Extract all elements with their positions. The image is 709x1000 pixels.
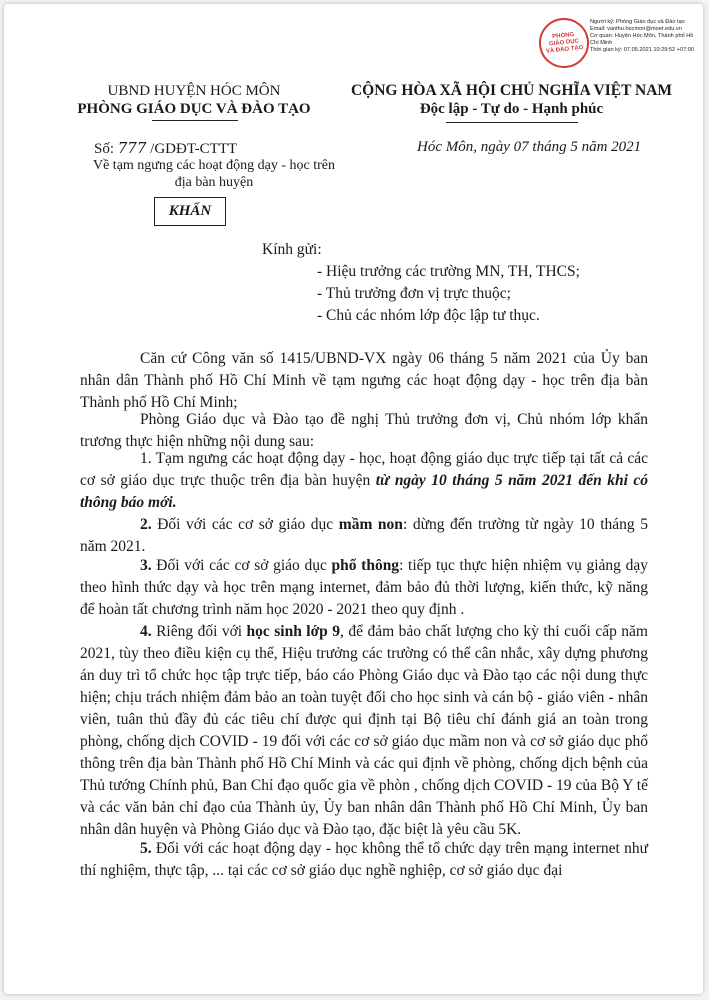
subject-line: địa bàn huyện [174, 175, 254, 190]
body-item-3 [80, 555, 648, 621]
signer-line: Người ký: Phòng Giáo dục và Đào tạo [590, 19, 685, 25]
seal-text: PHÒNG [551, 31, 575, 40]
body-item-2 [80, 514, 648, 558]
item-1-emphasis: từ ngày 10 tháng 5 năm 2021 đến khi có thông báo mới. [80, 472, 648, 511]
sign-time: Thời gian ký: 07.05.2021 10:29:52 +07:00 [590, 47, 694, 53]
national-motto: Độc lập - Tự do - Hạnh phúc [419, 101, 604, 117]
header-underline [152, 120, 238, 121]
item-4-text: , để đảm bảo chất lượng cho kỳ thi cuối cấp năm 2021, tùy theo điều kiện cụ thể, Hiệu trưởng các trường có thể cân nhắc, xây dựng phương án duy trì tổ chức học tập trực tiếp, báo cáo Phòng Giáo dục và Đào tạo các nội dung thực hiện; chịu trách nhiệm đảm bảo an toàn tuyệt đối cho học sinh và cán bộ - giáo viên - nhân viên, tuân thủ đầy đủ các tiêu chí được qui định tại Bộ tiêu chí đánh giá an toàn trong phòng, chống dịch COVID - 19 đối với các cơ sở giáo dục mầm non và cơ sở giáo dục phổ thông trên địa bàn Thành phố Hồ Chí Minh và các qui định về phòng, chống dịch bệnh của Thủ tướng Chính phủ, Ban Chỉ đạo quốc gia về phòn , chống dịch COVID - 19 của Bộ Y tế và các văn bản chỉ đạo của Thành ủy, Ủy ban nhân dân Thành phố Hồ Chí Minh, Ủy ban nhân dân huyện và Phòng Giáo dục và Đào tạo, đặc biệt là yêu cầu 5K. [80, 623, 648, 838]
recipient-item: - Thủ trưởng đơn vị trực thuộc; [317, 285, 511, 302]
document-page [4, 4, 703, 994]
item-number: 2. [140, 516, 152, 533]
issuer-name: PHÒNG GIÁO DỤC VÀ ĐÀO TẠO [77, 101, 311, 117]
recipient-item: - Chủ các nhóm lớp độc lập tư thục. [317, 307, 540, 324]
body-item-1 [80, 448, 648, 514]
issuer-header [74, 82, 314, 118]
greeting: Kính gửi: [262, 241, 322, 258]
item-2-bold: mầm non [338, 516, 403, 533]
country-name: CỘNG HÒA XÃ HỘI CHỦ NGHĨA VIỆT NAM [350, 82, 673, 99]
item-number: 3. [140, 557, 152, 574]
subject-line: Về tạm ngưng các hoạt động dạy - học trên [92, 158, 335, 173]
document-subject [74, 157, 354, 191]
date-rest: tháng 5 năm 2021 [532, 139, 642, 155]
signer-org: Cơ quan: Huyện Hóc Môn, Thành phố Hồ Chí Minh [590, 33, 694, 46]
issuer-parent: UBND HUYỆN HÓC MÔN [107, 83, 281, 99]
motto-underline [446, 122, 578, 123]
seal-text: GIÁO DỤC [548, 37, 580, 48]
official-seal [537, 16, 592, 71]
national-header [334, 82, 689, 119]
recipient-item: - Hiệu trưởng các trường MN, TH, THCS; [317, 263, 580, 280]
document-date [417, 139, 641, 156]
item-4-bold: học sinh lớp 9 [246, 623, 341, 640]
doc-number-value: 777 [117, 139, 147, 157]
item-2-text: : dừng đến trường từ ngày 10 tháng 5 năm 2021. [80, 516, 648, 555]
seal-text: VÀ ĐÀO TẠO [545, 44, 584, 55]
item-number: 4. [140, 623, 152, 640]
item-3-text: : tiếp tục thực hiện nhiệm vụ giảng dạy theo hình thức dạy và học trên mạng internet, đảm bảo đủ thời lượng, kiến thức, kỹ năng để hoàn tất chương trình năm học 2020 - 2021 theo quy định . [80, 557, 648, 618]
document-number [94, 139, 237, 158]
urgent-box: KHẨN [154, 197, 226, 226]
item-3-bold: phổ thông [331, 557, 400, 574]
date-day: 07 [513, 139, 529, 155]
item-1-text: 1. Tạm ngưng các hoạt động dạy - học, hoạt động giáo dục trực tiếp tại tất cả các cơ sở giáo dục trực thuộc trên địa bàn huyện [80, 450, 648, 489]
body-paragraph-legal-basis: Căn cứ Công văn số 1415/UBND-VX ngày 06 tháng 5 năm 2021 của Ủy ban nhân dân Thành phố Hồ Chí Minh về tạm ngưng các hoạt động dạy - học trên địa bàn Thành phố Hồ Chí Minh; [80, 350, 648, 411]
body-item-4 [80, 621, 648, 841]
date-place: Hóc Môn, ngày [417, 139, 510, 155]
item-3-text: Đối với các cơ sở giáo dục [151, 557, 332, 574]
doc-number-prefix: Số: [94, 141, 115, 157]
item-2-text: Đối với các cơ sở giáo dục [151, 516, 339, 533]
item-number: 5. [140, 840, 152, 857]
body-paragraph-request: Phòng Giáo dục và Đào tạo đề nghị Thủ trưởng đơn vị, Chủ nhóm lớp khẩn trương thực hiện những nội dung sau: [80, 411, 648, 450]
item-4-text: Riêng đối với [151, 623, 247, 640]
body-item-5 [80, 838, 648, 882]
item-5-text: Đối với các hoạt động dạy - học không thể tổ chức dạy trên mạng internet như thí nghiệm, thực tập, ... tại các cơ sở giáo dục nghề nghiệp, cơ sở giáo dục đại [80, 840, 648, 879]
digital-signature-info [590, 19, 702, 54]
doc-number-suffix: /GDĐT-CTTT [150, 141, 238, 157]
signer-email: Email: vanthu.hocmon@moet.edu.vn [590, 26, 682, 32]
